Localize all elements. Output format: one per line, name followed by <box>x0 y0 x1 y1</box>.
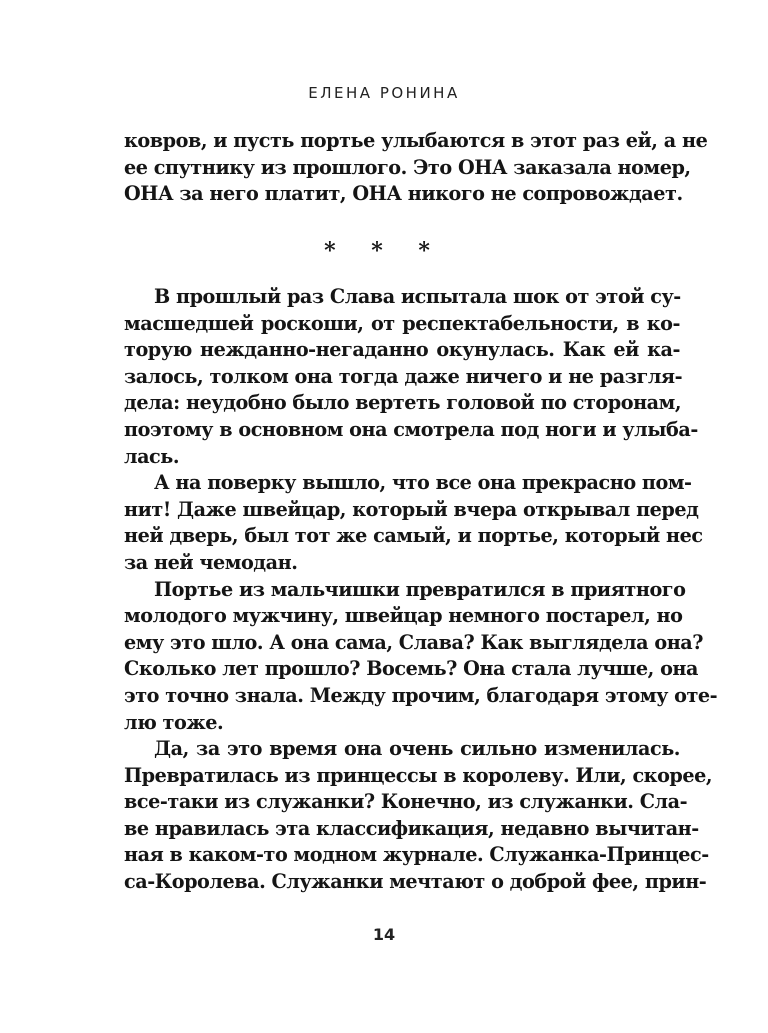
text-line: В прошлый раз Слава испытала шок от этой су- <box>154 285 681 308</box>
section-separator: * * * <box>324 238 444 264</box>
text-line: ная в каком-то модном журнале. Служанка-Принцес- <box>124 843 709 867</box>
text-line: Портье из мальчишки превратился в приятного <box>154 577 686 601</box>
text-line: ее спутнику из прошлого. Это ОНА заказала номер, <box>124 155 691 179</box>
text-line: ней дверь, был тот же самый, и портье, который нес <box>124 524 703 548</box>
text-line: ве нравилась эта классификация, недавно вычитан- <box>124 816 699 840</box>
text-line: поэтому в основном она смотрела под ноги и улыба- <box>124 417 698 441</box>
text-line: нит! Даже швейцар, который вчера открывал перед <box>124 497 699 521</box>
text-line: ОНА за него платит, ОНА никого не сопровождает. <box>124 182 683 206</box>
running-header-author: ЕЛЕНА РОНИНА <box>308 84 460 102</box>
text-line: дела: неудобно было вертеть головой по сторонам, <box>124 391 682 415</box>
text-line: масшедшей роскоши, от респектабельности, в ко- <box>124 311 680 335</box>
text-line: ему это шло. А она сама, Слава? Как выглядела она? <box>124 630 704 654</box>
text-line: лю тоже. <box>124 710 224 734</box>
text-line: залось, толком она тогда даже ничего и не разгля- <box>124 364 683 388</box>
text-line: торую нежданно-негаданно окунулась. Как ей ка- <box>124 338 680 362</box>
paragraph <box>124 284 698 470</box>
text-line: са-Королева. Служанки мечтают о доброй фее, прин- <box>124 870 707 894</box>
continued-paragraph <box>124 128 708 208</box>
text-line: Превратилась из принцессы в королеву. Или, скорее, <box>124 763 713 787</box>
paragraph <box>124 736 713 896</box>
text-line: ковров, и пусть портье улыбаются в этот раз ей, а не <box>124 129 708 152</box>
text-line: молодого мужчину, швейцар немного постарел, но <box>124 604 683 628</box>
text-line: Сколько лет прошло? Восемь? Она стала лучше, она <box>124 657 698 681</box>
text-line: А на поверку вышло, что все она прекрасно пом- <box>154 471 692 495</box>
text-line: все-таки из служанки? Конечно, из служанки. Сла- <box>124 790 688 814</box>
paragraph <box>124 577 718 737</box>
text-line: лась. <box>124 444 180 468</box>
page-number: 14 <box>372 925 396 944</box>
paragraph <box>124 470 703 576</box>
text-line: это точно знала. Между прочим, благодаря этому оте- <box>124 683 718 707</box>
text-line: за ней чемодан. <box>124 550 298 574</box>
paragraph <box>124 128 708 208</box>
text-line: Да, за это время она очень сильно изменилась. <box>154 737 680 761</box>
body-text <box>124 284 718 896</box>
